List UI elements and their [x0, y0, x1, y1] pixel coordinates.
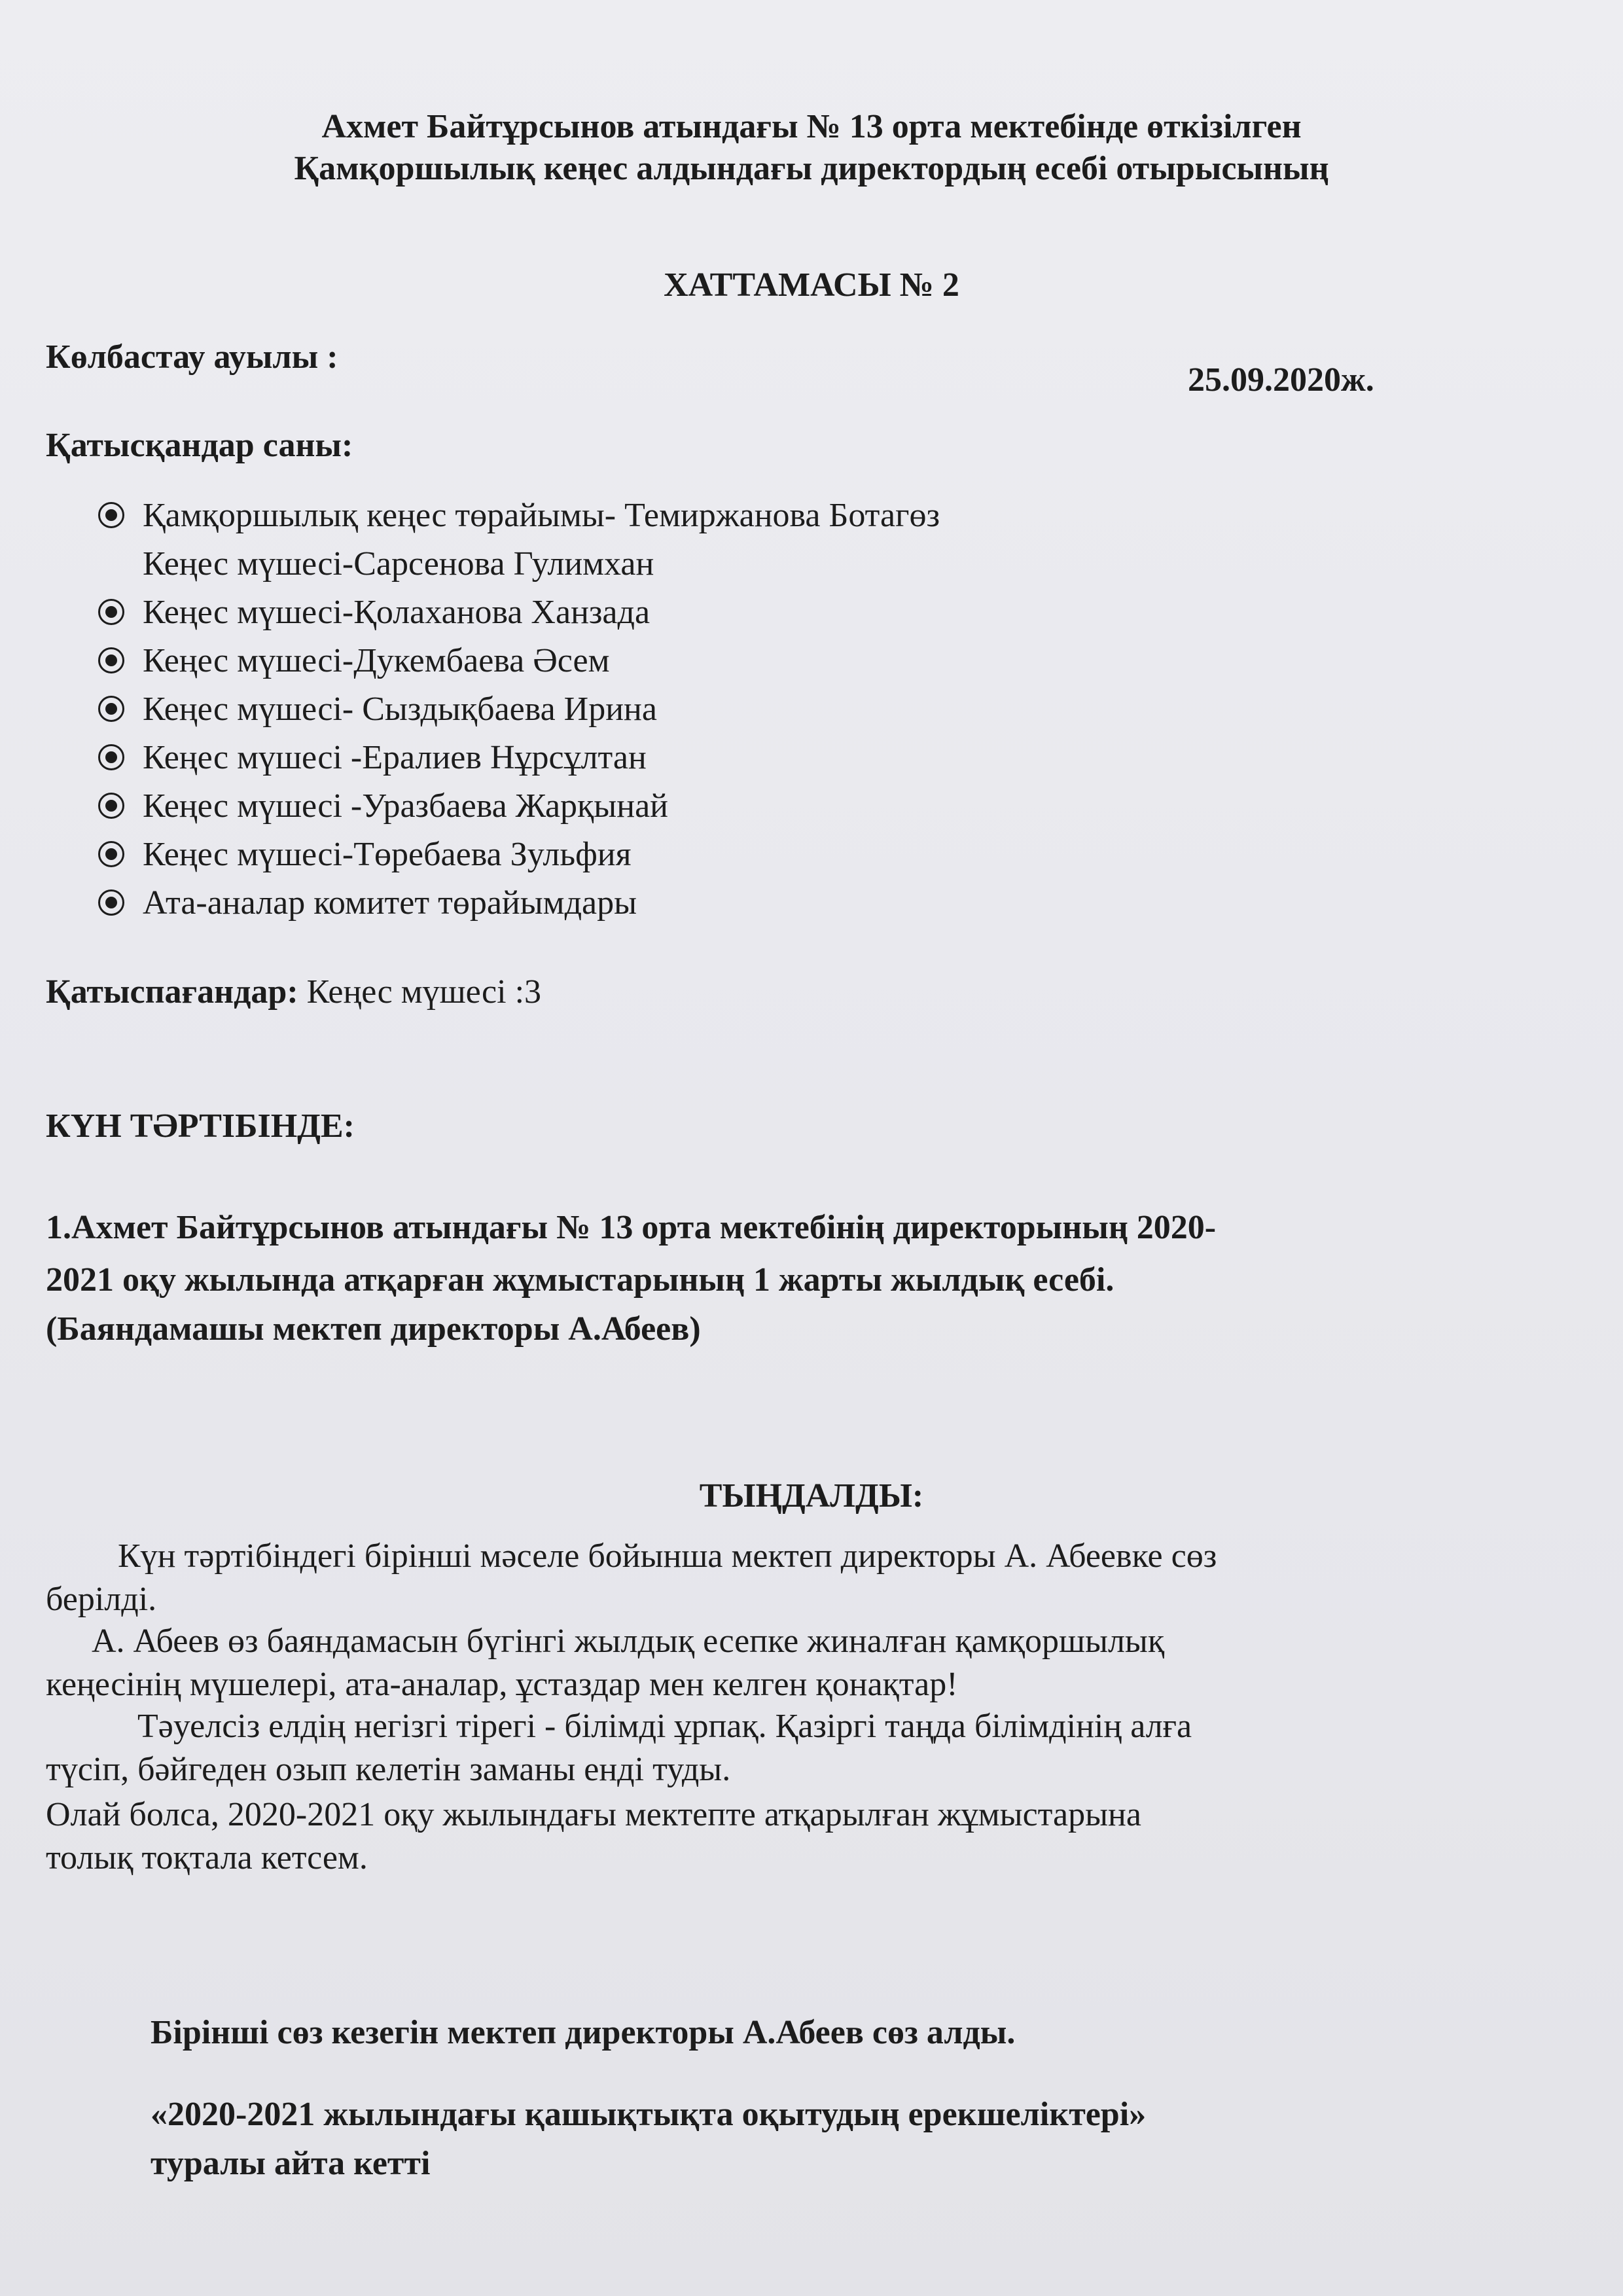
listened-heading: ТЫҢДАЛДЫ:	[699, 1477, 924, 1515]
agenda-line-1: 1.Ахмет Байтұрсынов атындағы № 13 орта мектебінің директорының 2020-	[46, 1209, 1217, 1246]
list-item: Қамқоршылық кеңес төрайымы- Темиржанова Ботагөз	[98, 491, 940, 539]
list-item: Кеңес мүшесі-Қолаханова Ханзада	[98, 588, 940, 636]
radio-bullet-icon	[98, 889, 124, 916]
meeting-date: 25.09.2020ж.	[1188, 361, 1374, 399]
closing-line-1: Бірінші сөз кезегін мектеп директоры А.Абеев сөз алды.	[151, 2014, 1016, 2051]
radio-bullet-icon	[98, 647, 124, 673]
absent-line	[46, 975, 541, 1009]
participants-list	[98, 491, 940, 927]
participants-heading: Қатысқандар саны:	[46, 427, 353, 464]
list-item: Кеңес мүшесі -Ералиев Нұрсұлтан	[98, 733, 940, 781]
list-item: Кеңес мүшесі-Сарсенова Гулимхан	[143, 545, 654, 583]
radio-bullet-icon	[98, 744, 124, 770]
list-item: Кеңес мүшесі -Уразбаева Жарқынай	[98, 781, 940, 830]
radio-bullet-icon	[98, 502, 124, 528]
list-item: Ата-аналар комитет төрайымдары	[98, 878, 940, 927]
radio-bullet-icon	[98, 696, 124, 722]
listened-paragraph-2: А. Абеев өз баяндамасын бүгінгі жылдық есепке жиналған қамқоршылық кеңесінің мүшелері, ата-аналар, ұстаздар мен келген қонақтар!	[46, 1623, 1165, 1703]
agenda-line-3: (Баяндамашы мектеп директоры А.Абеев)	[46, 1310, 701, 1348]
radio-bullet-icon	[98, 841, 124, 867]
listened-paragraph-1: Күн тәртібіндегі бірінші мәселе бойынша мектеп директоры А. Абеевке сөз берілді.	[46, 1537, 1217, 1618]
header-line-2: Қамқоршылық кеңес алдындағы директордың есебі отырысының	[294, 150, 1329, 187]
list-item: Кеңес мүшесі-Төребаева Зульфия	[98, 830, 940, 878]
place-label: Көлбастау ауылы :	[46, 338, 338, 376]
header-line-1: Ахмет Байтұрсынов атындағы № 13 орта мектебінде өткізілген	[321, 108, 1302, 145]
listened-paragraph-4: Олай болса, 2020-2021 оқу жылындағы мектепте атқарылған жұмыстарына толық тоқтала кетсем.	[46, 1796, 1141, 1876]
list-item: Кеңес мүшесі-Дукембаева Әсем	[98, 636, 940, 685]
radio-bullet-icon	[98, 599, 124, 625]
absent-value: Кеңес мүшесі :3	[298, 973, 542, 1011]
listened-paragraph-3: Тәуелсіз елдің негізгі тірегі - білімді ұрпақ. Қазіргі таңда білімдінің алға түсіп, бәйгеден озып келетін заманы енді туды.	[46, 1708, 1192, 1788]
agenda-heading: КҮН ТӘРТІБІНДЕ:	[46, 1107, 355, 1145]
radio-bullet-icon	[98, 793, 124, 819]
closing-line-3: туралы айта кетті	[151, 2145, 431, 2182]
list-item: Кеңес мүшесі- Сыздықбаева Ирина	[98, 685, 940, 733]
protocol-title: ХАТТАМАСЫ № 2	[664, 266, 959, 304]
agenda-line-2: 2021 оқу жылында атқарған жұмыстарының 1 жарты жылдық есебі.	[46, 1261, 1115, 1299]
absent-label: Қатыспағандар:	[46, 973, 298, 1011]
closing-line-2: «2020-2021 жылындағы қашықтықта оқытудың ерекшеліктері»	[151, 2096, 1147, 2133]
